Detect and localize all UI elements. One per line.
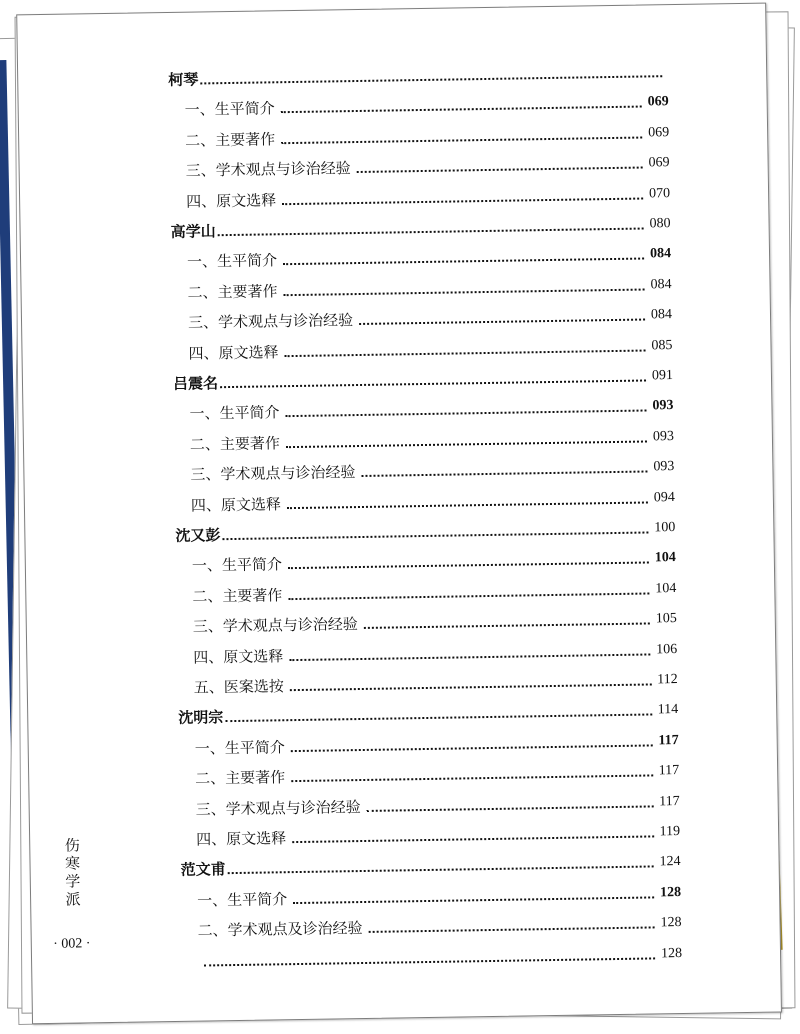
toc-author-row — [170, 212, 670, 242]
section-title: 一、生平简介 — [196, 889, 288, 910]
toc-author-row — [168, 60, 668, 90]
dot-leader — [228, 866, 654, 875]
section-title: 一、生平简介 — [184, 99, 275, 120]
toc-section-row — [185, 90, 669, 120]
page-ref: 093 — [652, 398, 674, 414]
section-title: 二、主要著作 — [192, 586, 283, 606]
author-name: 范文甫 — [180, 860, 226, 880]
dot-leader — [282, 197, 643, 205]
toc-section-row — [198, 942, 682, 972]
dot-leader — [281, 106, 642, 114]
section-title: 二、主要著作 — [189, 434, 281, 454]
page-ref: 100 — [654, 520, 676, 536]
page-ref: 093 — [652, 428, 675, 445]
dot-leader — [220, 379, 646, 388]
section-title: 四、原文选释 — [188, 342, 279, 363]
page-ref: 128 — [660, 915, 682, 931]
page-ref: 128 — [659, 884, 682, 901]
section-title: 一、生平简介 — [186, 251, 278, 272]
page-ref: 069 — [648, 124, 670, 141]
section-title: 一、生平简介 — [194, 738, 285, 758]
dot-leader — [288, 592, 649, 600]
dot-leader — [287, 501, 648, 509]
dot-leader — [367, 805, 653, 811]
section-title: 四、原文选释 — [193, 646, 284, 667]
section-title: 二、主要著作 — [185, 130, 276, 150]
dot-leader — [364, 623, 650, 629]
toc-author-row — [173, 364, 673, 394]
author-name: 沈又彭 — [175, 526, 221, 545]
page-ref: 105 — [655, 611, 677, 627]
page-ref: 128 — [660, 945, 683, 961]
dot-leader — [289, 653, 650, 661]
section-title: 四、原文选释 — [186, 190, 277, 211]
page-ref: 112 — [657, 672, 678, 688]
dot-leader — [291, 744, 653, 752]
page-ref: 104 — [655, 580, 677, 597]
toc-section-row — [190, 455, 674, 485]
dot-leader — [286, 410, 647, 418]
section-title: 二、主要著作 — [195, 768, 286, 788]
dot-leader — [292, 835, 653, 843]
section-title: 四、原文选释 — [190, 494, 282, 515]
page-ref: 106 — [656, 641, 678, 657]
toc-section-row — [187, 242, 671, 272]
toc-section-row — [185, 121, 669, 151]
page-ref: 114 — [657, 702, 679, 718]
page-ref: 091 — [651, 368, 674, 384]
table-of-contents — [17, 4, 781, 1024]
side-title-char: 派 — [65, 890, 81, 909]
section-title: 三、学术观点与诊治经验 — [195, 797, 361, 819]
dot-leader — [369, 927, 655, 933]
section-title: 二、主要著作 — [187, 282, 278, 302]
dot-leader — [283, 258, 644, 266]
side-title-char: 伤 — [64, 836, 80, 855]
dot-leader — [286, 440, 647, 448]
dot-leader — [225, 714, 651, 723]
page-ref: 069 — [647, 94, 669, 110]
toc-section-row — [194, 668, 678, 698]
section-title: 一、生平简介 — [191, 555, 283, 576]
toc-section-row — [191, 486, 675, 516]
toc-section-row — [193, 607, 677, 637]
author-name: 吕震名 — [172, 374, 219, 393]
page-ref: 084 — [650, 307, 673, 323]
toc-section-row — [189, 394, 673, 424]
page-ref: 119 — [659, 824, 681, 840]
dot-leader — [204, 957, 655, 966]
page-ref: 069 — [648, 155, 670, 171]
author-name: 高学山 — [170, 222, 216, 241]
page-ref: 080 — [649, 216, 671, 232]
dot-leader — [222, 531, 648, 540]
toc-section-row — [192, 546, 676, 576]
page-ref: 117 — [658, 763, 680, 779]
dot-leader — [293, 896, 654, 904]
toc-page — [16, 3, 782, 1025]
author-name: 柯琴 — [168, 70, 199, 89]
toc-section-row — [188, 303, 672, 333]
toc-section-row — [196, 820, 680, 850]
author-name: 沈明宗 — [178, 708, 224, 728]
toc-section-row — [197, 881, 681, 911]
section-title: 二、学术观点及诊治经验 — [197, 919, 363, 940]
section-title: 三、学术观点与诊治经验 — [192, 615, 358, 636]
dot-leader — [288, 562, 649, 570]
dot-leader — [361, 471, 647, 477]
toc-author-row — [178, 698, 678, 728]
toc-section-row — [197, 911, 681, 941]
dot-leader — [291, 775, 652, 783]
page-ref: 084 — [650, 276, 672, 293]
section-title: 一、生平简介 — [189, 403, 280, 424]
toc-section-row — [192, 577, 676, 607]
page-ref: 093 — [653, 459, 675, 475]
toc-section-row — [195, 729, 679, 759]
side-title-char: 学 — [65, 872, 81, 891]
dot-leader — [281, 136, 642, 144]
page-ref: 084 — [649, 246, 672, 262]
toc-author-row — [180, 850, 680, 880]
side-title-char: 寒 — [64, 854, 81, 873]
page-ref: 117 — [658, 732, 679, 749]
toc-author-row — [175, 516, 675, 546]
toc-section-row — [185, 151, 669, 181]
dot-leader — [200, 75, 662, 84]
dot-leader — [285, 349, 646, 357]
section-title: 四、原文选释 — [196, 829, 287, 849]
toc-section-row — [190, 425, 674, 455]
page-ref: 094 — [653, 489, 675, 505]
side-book-title — [62, 836, 83, 908]
dot-leader — [218, 228, 644, 237]
toc-section-row — [187, 273, 671, 303]
toc-section-row — [186, 182, 670, 212]
section-title: 三、学术观点与诊治经验 — [187, 311, 354, 332]
page-number: · 002 · — [53, 936, 91, 952]
section-title: 三、学术观点与诊治经验 — [185, 159, 351, 180]
toc-section-row — [196, 790, 680, 820]
toc-section-row — [193, 638, 677, 668]
toc-section-row — [188, 334, 672, 364]
section-title: 三、学术观点与诊治经验 — [190, 463, 356, 484]
dot-leader — [290, 683, 651, 691]
dot-leader — [359, 319, 645, 325]
page-ref: 104 — [654, 550, 676, 566]
section-title: 五、医案选按 — [193, 677, 284, 697]
dot-leader — [357, 167, 643, 173]
page-ref: 124 — [659, 854, 681, 870]
page-ref: 117 — [659, 793, 680, 809]
page-ref: 070 — [648, 185, 671, 202]
toc-section-row — [195, 759, 679, 789]
page-ref: 085 — [651, 337, 673, 353]
dot-leader — [284, 288, 645, 296]
